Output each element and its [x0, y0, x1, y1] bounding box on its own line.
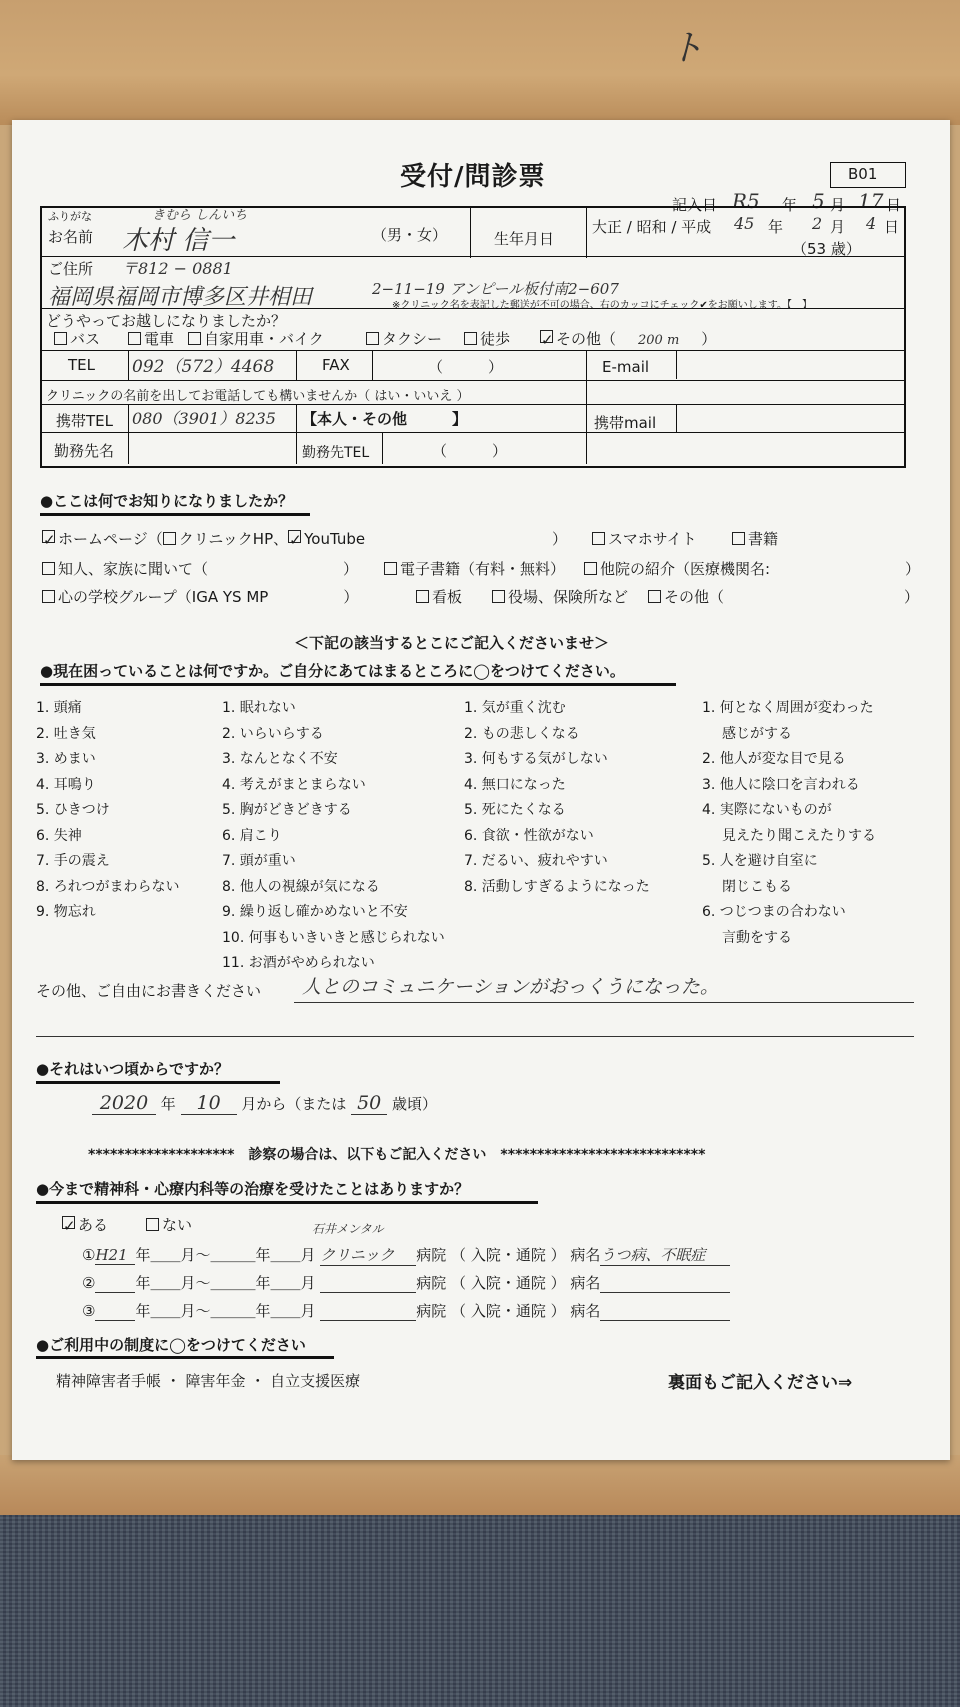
work-tel-value: （ ）: [432, 442, 508, 460]
section-underline: [40, 513, 310, 516]
other-free-label: その他、ご自由にお書きください: [36, 982, 262, 1000]
mobile-mail-label: 携帯mail: [594, 414, 657, 432]
birth-day: 4: [866, 214, 877, 233]
onset-line: 2020 年 10 月から（または 50 歳頃）: [92, 1092, 437, 1115]
symptom-item: 4. 耳鳴り: [36, 776, 96, 793]
symptom-item: 11. お酒がやめられない: [222, 955, 375, 971]
symptom-item: 1. 頭痛: [36, 700, 82, 716]
symptom-item: 7. 手の震え: [36, 853, 110, 869]
birth-year-unit: 年: [768, 218, 784, 236]
symptom-item: 3. 他人に陰口を言われる: [702, 776, 860, 793]
history-yes: ✓ ある: [63, 1216, 109, 1235]
symptom-item: 5. 死にたくなる: [464, 802, 566, 818]
checkbox: [464, 332, 477, 345]
symptom-item: 4. 実際にないものが: [702, 802, 832, 818]
symptom-item: 8. ろれつがまわらない: [36, 878, 180, 895]
source-homepage-close: ）: [552, 530, 568, 548]
symptom-item: 見えたり聞こえたりする: [722, 827, 876, 844]
mobile-value: 080（3901）8235: [132, 409, 276, 428]
source-other: その他（ ）: [648, 586, 919, 607]
symptom-item: 4. 考えがまとまらない: [222, 776, 366, 793]
source-homepage: ✓ ホームページ（ クリニックHP、✓ YouTube: [43, 530, 366, 549]
era-options: 大正 / 昭和 / 平成: [592, 218, 712, 236]
other-free-value: 人とのコミュニケーションがおっくうになった。: [302, 976, 719, 998]
entry-date-month: 5: [812, 189, 825, 213]
section-underline: [36, 1201, 538, 1204]
fax-label: FAX: [322, 356, 350, 374]
symptom-item: 4. 無口になった: [464, 776, 566, 793]
birth-year: 45: [734, 214, 755, 233]
fax-value: （ ）: [428, 358, 504, 376]
section-underline: [40, 683, 676, 686]
name-label: お名前: [48, 228, 94, 246]
symptom-item: 2. 他人が変な目で見る: [702, 751, 846, 767]
symptom-item: 3. めまい: [36, 751, 96, 767]
symptom-item: 言動をする: [722, 929, 792, 946]
tel-label: TEL: [68, 356, 95, 374]
form-title: 受付/問診票: [400, 162, 546, 192]
desk-edge: [0, 1455, 960, 1515]
symptom-item: 閉じこもる: [722, 878, 792, 895]
source-referral: 他院の紹介（医療機関名: ）: [584, 558, 920, 579]
symptom-item: 8. 活動しすぎるようになった: [464, 878, 650, 895]
address-note: ※クリニック名を表記した郵送が不可の場合、右のカッコにチェック✔をお願いします。【 】: [392, 300, 812, 311]
checkbox: [128, 332, 141, 345]
back-page-note: 裏面もご記入ください⇒: [668, 1373, 853, 1393]
symptom-item: 6. 肩こり: [222, 827, 282, 844]
furigana-value: きむら しんいち: [152, 208, 248, 223]
symptom-item: 9. 繰り返し確かめないと不安: [222, 904, 408, 920]
symptom-item: 6. 失神: [36, 827, 82, 844]
symptom-item: 9. 物忘れ: [36, 904, 96, 920]
symptom-item: 3. なんとなく不安: [222, 751, 338, 767]
source-book: 書籍: [732, 528, 778, 549]
onset-question: ●それはいつ頃からですか？: [36, 1060, 229, 1078]
instruction-banner: ＜下記の該当するとこにご記入くださいませ＞: [294, 634, 610, 652]
checkbox: [188, 332, 201, 345]
symptom-column-perception: [702, 696, 876, 951]
checkbox: [366, 332, 379, 345]
gender-choice: （男・女）: [372, 226, 448, 244]
transport-question: どうやってお越しになりましたか？: [46, 312, 287, 330]
transport-bus: バス: [54, 328, 100, 349]
mobile-owner: 【本人・その他 】: [302, 410, 468, 428]
source-smartphone: スマホサイト: [592, 528, 697, 549]
source-ebook: 電子書籍（有料・無料）: [384, 558, 565, 579]
source-question: ●ここは何でお知りになりましたか？: [40, 492, 294, 510]
history-row-3: ③ 年＿＿月〜＿＿＿年＿＿月 病院 （ 入院・通院 ） 病名: [82, 1300, 730, 1321]
symptom-item: 7. 頭が重い: [222, 853, 296, 869]
birth-month: 2: [812, 214, 823, 233]
transport-walk: 徒歩: [464, 328, 510, 349]
checkbox: [54, 332, 67, 345]
exam-banner: ******************** 診察の場合は、以下もご記入ください ****************************: [88, 1147, 706, 1163]
checkbox-checked: ✓: [541, 331, 554, 349]
transport-train: 電車: [128, 328, 174, 349]
symptoms-question: ●現在困っていることは何ですか。ご自分にあてはまるところに◯をつけてください。: [40, 662, 625, 680]
symptom-item: 2. いらいらする: [222, 725, 324, 742]
row1-clinic-name-top: 石井メンタル: [312, 1222, 384, 1236]
symptom-item: 6. つじつまの合わない: [702, 904, 846, 920]
symptom-item: 5. 人を避け自室に: [702, 853, 818, 869]
source-group: 心の学校グループ（IGA YS MP ）: [42, 586, 358, 607]
symptom-item: 10. 何事もいきいきと感じられない: [222, 929, 445, 946]
address-value: 福岡県福岡市博多区井相田: [48, 285, 313, 310]
source-signboard: 看板: [416, 586, 462, 607]
symptom-item: 1. 何となく周囲が変わった: [702, 700, 874, 716]
transport-car: 自家用車・バイク: [188, 328, 324, 349]
work-tel-label: 勤務先TEL: [302, 445, 370, 461]
symptom-item: 5. 胸がどきどきする: [222, 802, 352, 818]
transport-taxi: タクシー: [366, 328, 442, 349]
entry-day-unit: 日: [886, 196, 902, 214]
form-code: B01: [848, 165, 878, 183]
symptom-item: 2. もの悲しくなる: [464, 725, 580, 742]
work-label: 勤務先名: [54, 442, 115, 460]
mobile-label: 携帯TEL: [56, 412, 113, 430]
email-label: E-mail: [602, 358, 650, 376]
section-underline: [36, 1356, 334, 1359]
entry-date-label: 記入日: [672, 196, 718, 214]
symptom-item: 1. 気が重く沈む: [464, 700, 566, 716]
symptom-item: 3. 何もする気がしない: [464, 751, 608, 767]
symptom-item: 感じがする: [722, 725, 792, 742]
symptom-item: 8. 他人の視線が気になる: [222, 878, 380, 895]
birth-label: 生年月日: [494, 230, 555, 248]
tel-value: 092（572）4468: [132, 357, 275, 377]
history-row-1: ①H21 年＿＿月〜＿＿＿年＿＿月 クリニック 病院 （ 入院・通院 ） 病名うつ病、不眠症: [82, 1244, 730, 1266]
transport-other: ✓ その他（ 200 m ）: [541, 330, 717, 349]
address-detail: 2−11−19 アンピール板付南2−607: [372, 280, 619, 298]
system-options: 精神障害者手帳 ・ 障害年金 ・ 自立支援医療: [56, 1372, 361, 1390]
source-friend: 知人、家族に聞いて（ ）: [42, 558, 358, 579]
age-value: （53 歳）: [792, 240, 861, 258]
history-row-2: ② 年＿＿月〜＿＿＿年＿＿月 病院 （ 入院・通院 ） 病名: [82, 1272, 730, 1293]
questionnaire-sheet: [12, 120, 950, 1460]
desk-surface: [0, 0, 960, 125]
furigana-label: ふりがな: [48, 210, 92, 223]
system-question: ●ご利用中の制度に◯をつけてください: [36, 1336, 306, 1354]
source-office: 役場、保険所など: [492, 586, 628, 607]
entry-date-day: 17: [858, 189, 884, 213]
history-question: ●今まで精神科・心療内科等の治療を受けたことはありますか？: [36, 1180, 470, 1198]
symptom-item: 6. 食欲・性欲がない: [464, 827, 594, 844]
call-permission: クリニックの名前を出してお電話しても構いませんか（ はい・いいえ ）: [46, 389, 470, 404]
fabric-background: [0, 1515, 960, 1707]
symptom-item: 1. 眠れない: [222, 700, 296, 716]
symptom-item: 7. だるい、疲れやすい: [464, 853, 608, 869]
section-underline: [36, 1081, 280, 1084]
corner-mark: ト: [668, 28, 705, 69]
symptom-item: 2. 吐き気: [36, 725, 96, 742]
symptom-column-physical: [36, 696, 180, 926]
postal-code: 〒812 − 0881: [122, 259, 233, 278]
symptom-item: 5. ひきつけ: [36, 802, 110, 818]
birth-month-unit: 月: [830, 218, 846, 236]
entry-year-unit: 年: [782, 196, 798, 214]
address-label: ご住所: [48, 260, 94, 278]
name-value: 木村 信一: [122, 226, 235, 256]
birth-day-unit: 日: [884, 218, 900, 236]
entry-month-unit: 月: [830, 196, 846, 214]
history-no: ない: [146, 1214, 192, 1235]
symptom-column-anxiety: [222, 696, 445, 977]
symptom-column-mood: [464, 696, 650, 900]
entry-date-era: R5: [732, 189, 760, 213]
